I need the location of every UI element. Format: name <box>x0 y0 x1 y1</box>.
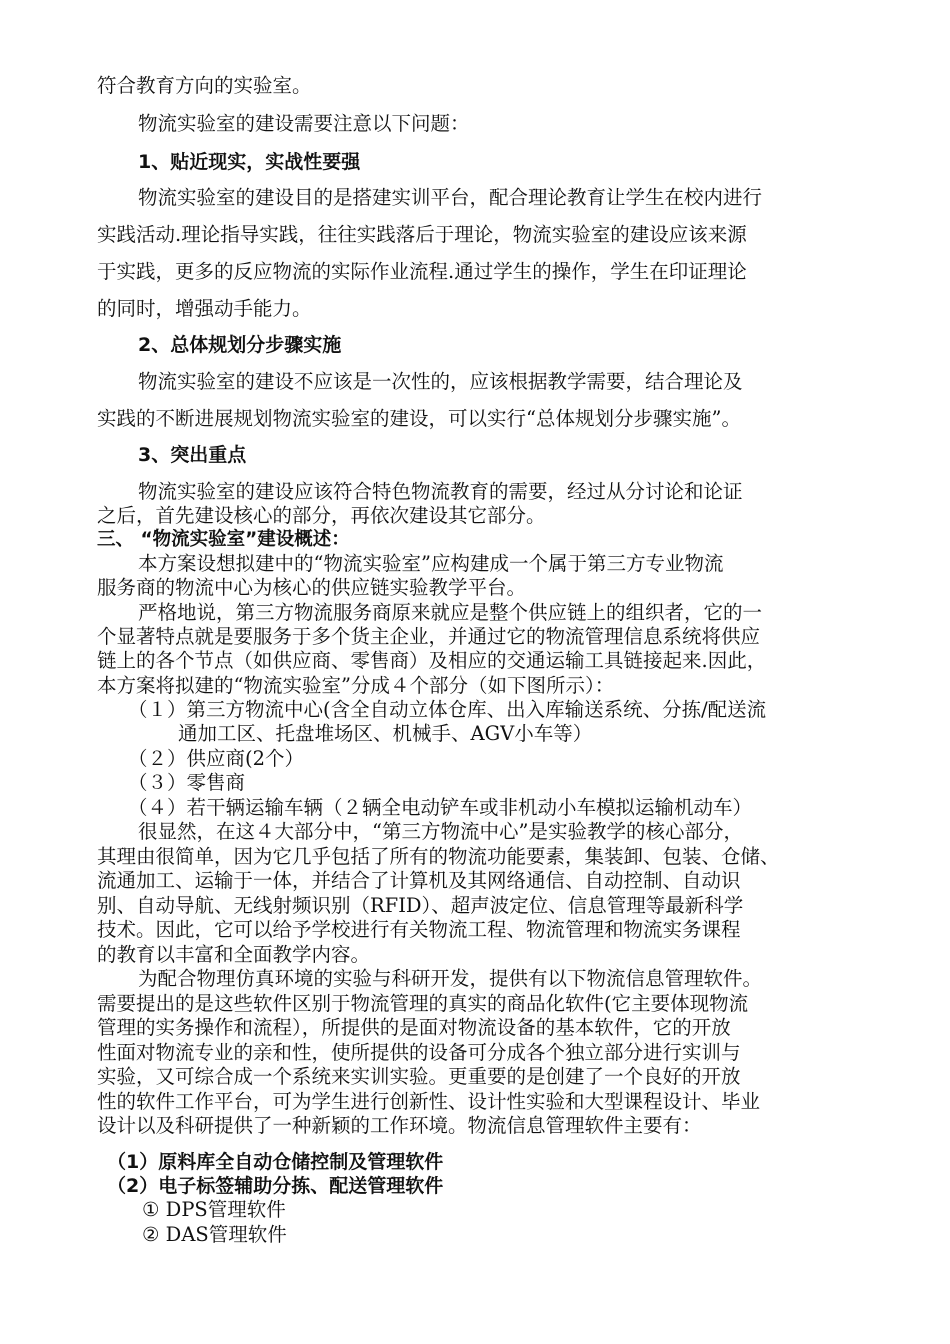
paragraph-line: 之后，首先建设核心的部分，再依次建设其它部分。 <box>97 504 546 527</box>
paragraph-line: 很显然，在这４大部分中，“第三方物流中心”是实验教学的核心部分， <box>138 820 743 843</box>
paragraph-line: 设计以及科研提供了一种新颖的工作环境。物流信息管理软件主要有： <box>97 1114 702 1137</box>
section-heading: 三、 “物流实验室”建设概述： <box>97 529 350 550</box>
list-item: （１）第三方物流中心(含全自动立体仓库、出入库输送系统、分拣/配送流 <box>128 698 767 721</box>
paragraph-line: 物流实验室的建设目的是搭建实训平台，配合理论教育让学生在校内进行 <box>138 186 763 209</box>
paragraph-line: 技术。因此，它可以给予学校进行有关物流工程、物流管理和物流实务课程 <box>97 918 741 941</box>
paragraph-line: 服务商的物流中心为核心的供应链实验教学平台。 <box>97 576 527 599</box>
list-item: （３）零售商 <box>128 771 246 794</box>
list-item: （４）若干辆运输车辆（２辆全电动铲车或非机动小车模拟运输机动车） <box>128 796 753 819</box>
paragraph-line: 为配合物理仿真环境的实验与科研开发，提供有以下物流信息管理软件。 <box>138 967 763 990</box>
paragraph-line: 严格地说，第三方物流服务商原来就应是整个供应链上的组织者，它的一 <box>138 601 763 624</box>
paragraph-line: 流通加工、运输于一体，并结合了计算机及其网络通信、自动控制、自动识 <box>97 869 741 892</box>
paragraph-line: 管理的实务操作和流程），所提供的是面对物流设备的基本软件，它的开放 <box>97 1016 731 1039</box>
paragraph-line: 别、自动导航、无线射频识别（RFID）、超声波定位、信息管理等最新科学 <box>97 894 744 917</box>
paragraph-line: 的教育以丰富和全面教学内容。 <box>97 943 371 966</box>
list-item: （２）供应商(2个） <box>128 747 305 770</box>
paragraph-line: 需要提出的是这些软件区别于物流管理的真实的商品化软件(它主要体现物流 <box>97 992 749 1015</box>
paragraph-line: 于实践，更多的反应物流的实际作业流程.通过学生的操作，学生在印证理论 <box>97 260 747 283</box>
paragraph-line: 实验，又可综合成一个系统来实训实验。更重要的是创建了一个良好的开放 <box>97 1065 741 1088</box>
software-item: （2）电子标签辅助分拣、配送管理软件 <box>107 1175 444 1197</box>
paragraph-line: 物流实验室的建设应该符合特色物流教育的需要，经过从分讨论和论证 <box>138 480 743 503</box>
software-subitem: ① DPS管理软件 <box>142 1198 286 1221</box>
software-item: （1）原料库全自动仓储控制及管理软件 <box>107 1151 444 1173</box>
software-subitem: ② DAS管理软件 <box>142 1223 287 1246</box>
list-item-continuation: 通加工区、托盘堆场区、机械手、AGV小车等） <box>178 722 593 745</box>
paragraph-line: 实践的不断进展规划物流实验室的建设，可以实行“总体规划分步骤实施”。 <box>97 407 741 430</box>
paragraph-line: 实践活动.理论指导实践，往往实践落后于理论，物流实验室的建设应该来源 <box>97 223 747 246</box>
paragraph-line: 本方案将拟建的“物流实验室”分成４个部分（如下图所示）： <box>97 674 615 697</box>
paragraph-line: 物流实验室的建设不应该是一次性的，应该根据教学需要，结合理论及 <box>138 370 743 393</box>
paragraph-line: 本方案设想拟建中的“物流实验室”应构建成一个属于第三方专业物流 <box>138 552 724 575</box>
subheading: 3、突出重点 <box>138 444 247 466</box>
subheading: 1、贴近现实，实战性要强 <box>138 151 361 173</box>
subheading: 2、总体规划分步骤实施 <box>138 334 342 356</box>
paragraph-line: 性的软件工作平台，可为学生进行创新性、设计性实验和大型课程设计、毕业 <box>97 1090 761 1113</box>
paragraph-line: 其理由很简单，因为它几乎包括了所有的物流功能要素，集装卸、包装、仓储、 <box>97 845 780 868</box>
paragraph-line: 性面对物流专业的亲和性，使所提供的设备可分成各个独立部分进行实训与 <box>97 1041 741 1064</box>
paragraph-line: 的同时，增强动手能力。 <box>97 297 312 320</box>
paragraph-line: 物流实验室的建设需要注意以下问题： <box>138 112 470 135</box>
paragraph-line: 链上的各个节点（如供应商、零售商）及相应的交通运输工具链接起来.因此， <box>97 649 767 672</box>
paragraph-line: 个显著特点就是要服务于多个货主企业，并通过它的物流管理信息系统将供应 <box>97 625 761 648</box>
paragraph-line: 符合教育方向的实验室。 <box>97 74 312 97</box>
